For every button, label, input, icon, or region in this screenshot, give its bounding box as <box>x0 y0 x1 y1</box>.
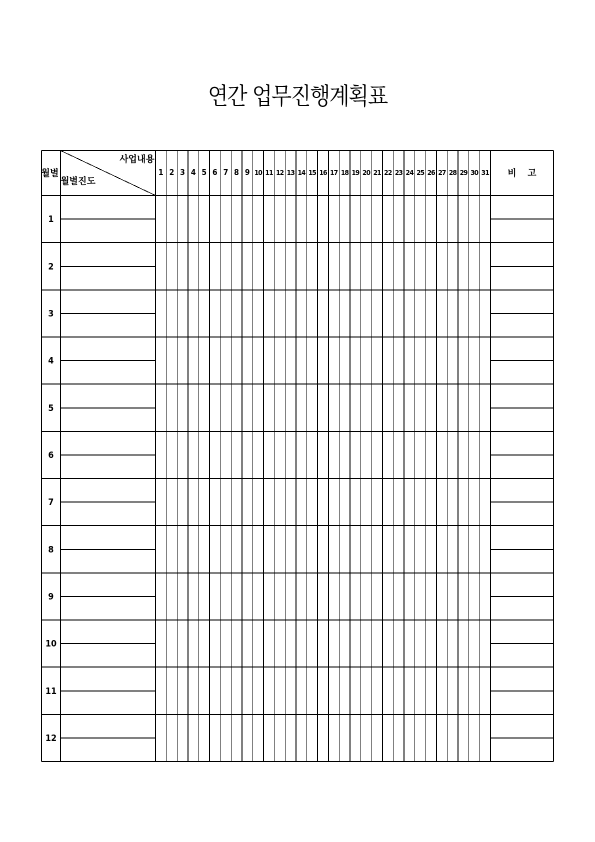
header-diagonal-bottom-label: 월별진도 <box>60 177 96 187</box>
day-label: 26 <box>427 169 435 177</box>
day-label: 3 <box>180 168 186 177</box>
day-label: 24 <box>405 169 414 177</box>
table-grid-lines <box>42 151 554 762</box>
day-label: 14 <box>297 169 306 177</box>
month-label: 5 <box>48 403 54 414</box>
day-label: 11 <box>265 169 273 177</box>
day-label: 25 <box>416 169 425 177</box>
day-label: 8 <box>234 168 240 177</box>
day-label: 22 <box>384 169 392 177</box>
month-row-labels <box>45 215 57 744</box>
day-label: 31 <box>481 169 489 177</box>
month-label: 6 <box>48 450 54 461</box>
month-label: 7 <box>48 498 54 509</box>
day-label: 29 <box>459 169 468 177</box>
day-label: 10 <box>254 169 262 177</box>
day-label: 28 <box>448 169 457 177</box>
day-label: 7 <box>223 168 229 177</box>
month-label: 9 <box>48 592 54 603</box>
month-label: 10 <box>45 639 57 650</box>
month-label: 1 <box>48 215 54 226</box>
header-remarks-label: 비 고 <box>507 169 537 179</box>
day-label: 4 <box>190 168 196 177</box>
day-label: 21 <box>373 169 381 177</box>
header-month-label: 월별 <box>41 169 59 179</box>
day-header-labels <box>158 168 489 177</box>
page-title: 연간 업무진행계획표 <box>207 82 388 110</box>
day-label: 5 <box>201 168 207 177</box>
month-label: 2 <box>48 262 54 273</box>
header-diagonal-top-label: 사업내용 <box>119 155 155 165</box>
day-label: 23 <box>394 169 403 177</box>
month-label: 12 <box>45 733 57 744</box>
day-label: 9 <box>244 168 250 177</box>
month-label: 3 <box>48 309 54 320</box>
month-label: 8 <box>48 545 54 556</box>
day-label: 2 <box>169 168 175 177</box>
month-label: 11 <box>45 686 57 697</box>
day-label: 19 <box>351 169 360 177</box>
day-label: 18 <box>340 169 349 177</box>
day-label: 20 <box>362 169 371 177</box>
day-label: 15 <box>308 169 316 177</box>
day-label: 13 <box>286 169 295 177</box>
day-label: 16 <box>319 169 327 177</box>
day-label: 1 <box>158 168 164 177</box>
month-label: 4 <box>48 356 54 367</box>
day-label: 27 <box>438 169 446 177</box>
day-label: 30 <box>470 169 479 177</box>
day-label: 12 <box>275 169 284 177</box>
day-label: 17 <box>330 169 338 177</box>
day-label: 6 <box>212 168 218 177</box>
